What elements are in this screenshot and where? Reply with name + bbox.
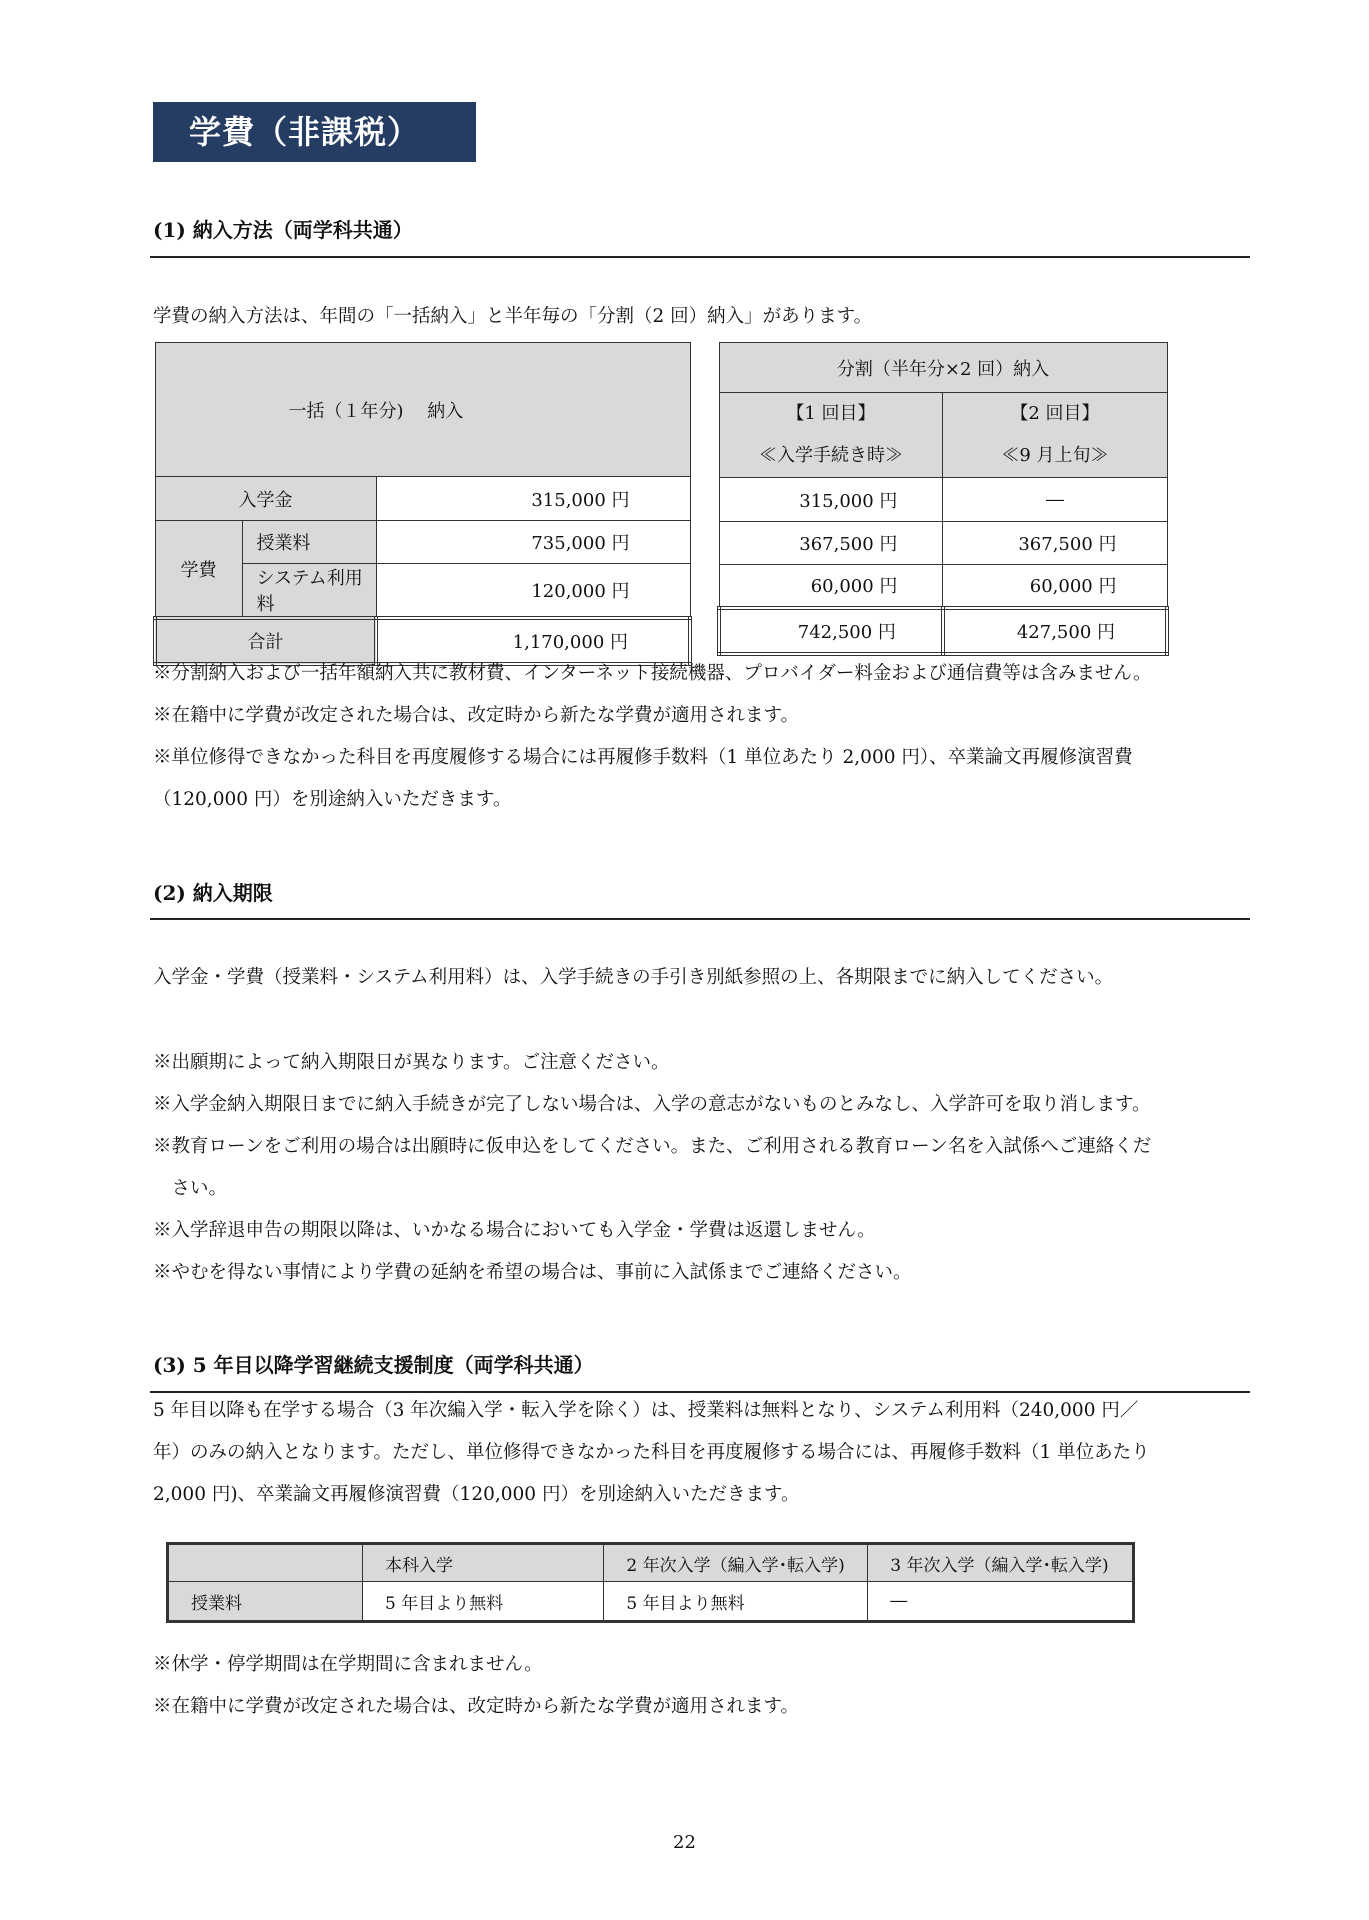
section2-intro: 入学金・学費（授業料・システム利用料）は、入学手続きの手引き別紙参照の上、各期限までに納入してください。 [153, 967, 1114, 988]
section1-heading: (1) 納入方法（両学科共通） [153, 218, 413, 242]
section2-note: ※入学辞退申告の期限以降は、いかなる場合においても入学金・学費は返還しません。 [153, 1220, 876, 1241]
section2-note: さい。 [153, 1178, 228, 1199]
second-system: 60,000 円 [943, 565, 1167, 608]
t3-second-year: 5 年目より無料 [604, 1582, 868, 1622]
section2-note: ※出願期によって納入期限日が異なります。ご注意ください。 [153, 1052, 670, 1073]
lump-admission: 315,000 円 [376, 477, 690, 521]
section2-notes [153, 1042, 1263, 1294]
lump-header: 一括（１年分) 納入 [155, 343, 690, 477]
row-group-fees: 学費 [155, 521, 242, 619]
split-first-header [719, 393, 943, 478]
split-header: 分割（半年分×2 回）納入 [719, 343, 1167, 393]
continuation-table [166, 1542, 1135, 1623]
total-label: 合計 [155, 618, 376, 664]
section3-intro-line: 2,000 円)、卒業論文再履修演習費（120,000 円）を別途納入いただきます。 [153, 1484, 800, 1505]
page-title: 学費（非課税） [153, 102, 476, 162]
t3-third-year: ― [868, 1582, 1134, 1622]
section2-note: ※やむを得ない事情により学費の延納を希望の場合は、事前に入試係までご連絡ください。 [153, 1262, 912, 1283]
section3-notes [153, 1644, 1263, 1728]
lump-total: 1,170,000 円 [376, 618, 690, 664]
section1-note: ※在籍中に学費が改定された場合は、改定時から新たな学費が適用されます。 [153, 705, 800, 726]
second-admission: ― [943, 478, 1167, 522]
split-second-timing: ≪9 月上旬≫ [1001, 445, 1109, 466]
section3-intro-line: 年）のみの納入となります。ただし、単位修得できなかった科目を再度履修する場合には、再履修手数料（1 単位あたり [153, 1442, 1150, 1463]
row-label-admission: 入学金 [155, 477, 376, 521]
section1-intro: 学費の納入方法は、年間の「一括納入」と半年毎の「分割（2 回）納入」があります。 [153, 306, 873, 327]
split-first-timing: ≪入学手続き時≫ [758, 445, 903, 466]
section3-note: ※在籍中に学費が改定された場合は、改定時から新たな学費が適用されます。 [153, 1696, 800, 1717]
split-second-title: 【2 回目】 [1010, 403, 1100, 424]
row-label-tuition: 授業料 [242, 521, 376, 564]
section2-rule [150, 918, 1250, 920]
t3-header-second-year: 2 年次入学（編入学･転入学) [604, 1544, 868, 1582]
t3-header-regular: 本科入学 [363, 1544, 604, 1582]
section3-note: ※休学・停学期間は在学期間に含まれません。 [153, 1654, 543, 1675]
section1-notes [153, 653, 1263, 821]
section2-note: ※教育ローンをご利用の場合は出願時に仮申込をしてください。また、ご利用される教育ローン名を入試係へご連絡くだ [153, 1136, 1152, 1157]
first-system: 60,000 円 [719, 565, 943, 608]
lump-tuition: 735,000 円 [376, 521, 690, 564]
first-admission: 315,000 円 [719, 478, 943, 522]
section3-heading: (3) 5 年目以降学習継続支援制度（両学科共通） [153, 1353, 594, 1377]
lump-sum-table [153, 342, 692, 666]
section3-intro [153, 1390, 1253, 1516]
first-tuition: 367,500 円 [719, 522, 943, 565]
split-second-header [943, 393, 1167, 478]
section2-note: ※入学金納入期限日までに納入手続きが完了しない場合は、入学の意志がないものとみなし、入学許可を取り消します。 [153, 1094, 1151, 1115]
section2-heading: (2) 納入期限 [153, 881, 273, 905]
page-number: 22 [673, 1832, 696, 1853]
section3-intro-line: 5 年目以降も在学する場合（3 年次編入学・転入学を除く）は、授業料は無料となり、システム利用料（240,000 円／ [153, 1400, 1139, 1421]
t3-regular: 5 年目より無料 [363, 1582, 604, 1622]
t3-header-blank [168, 1544, 363, 1582]
row-label-system: システム利用料 [242, 564, 376, 619]
t3-header-third-year: 3 年次入学（編入学･転入学) [868, 1544, 1134, 1582]
second-tuition: 367,500 円 [943, 522, 1167, 565]
split-table [717, 342, 1169, 656]
first-total: 742,500 円 [719, 608, 943, 654]
section1-note: ※分割納入および一括年額納入共に教材費、インターネット接続機器、プロバイダー料金および通信費等は含みません。 [153, 663, 1152, 684]
t3-row-label: 授業料 [168, 1582, 363, 1622]
section1-note: （120,000 円）を別途納入いただきます。 [153, 789, 512, 810]
split-first-title: 【1 回目】 [786, 403, 876, 424]
lump-system: 120,000 円 [376, 564, 690, 619]
second-total: 427,500 円 [943, 608, 1167, 654]
section1-note: ※単位修得できなかった科目を再度履修する場合には再履修手数料（1 単位あたり 2,000 円）、卒業論文再履修演習費 [153, 747, 1133, 768]
section1-rule [150, 256, 1250, 258]
